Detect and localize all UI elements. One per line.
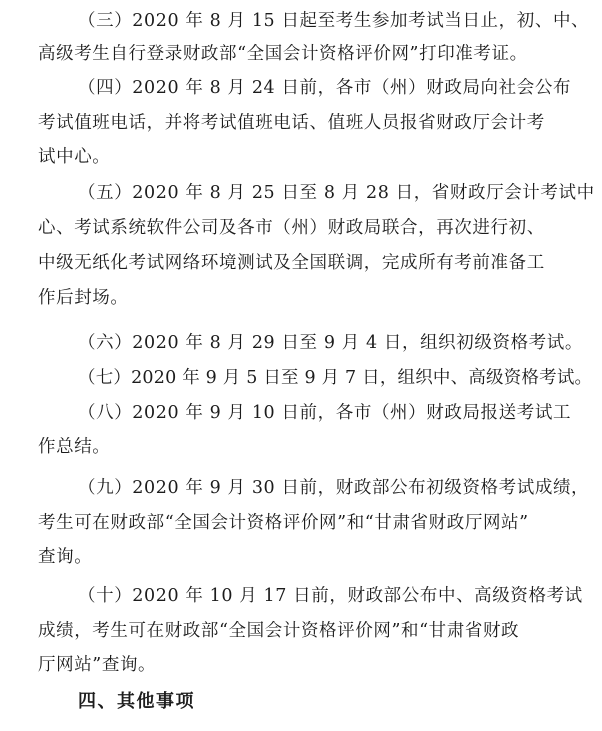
item-5-line-2: 心、考试系统软件公司及各市（州）财政局联合，再次进行初、: [38, 218, 545, 238]
item-9-line-1: （九）2020 年 9 月 30 日前，财政部公布初级资格考试成绩，: [78, 478, 590, 498]
item-10-line-1: （十）2020 年 10 月 17 日前，财政部公布中、高级资格考试: [78, 586, 583, 606]
item-10-line-3: 厅网站”查询。: [38, 655, 157, 675]
section-heading: 四、其他事项: [78, 691, 195, 712]
item-3-line-2: 高级考生自行登录财政部“全国会计资格评价网”打印准考证。: [38, 44, 528, 64]
item-3-line-1: （三）2020 年 8 月 15 日起至考生参加考试当日止，初、中、: [78, 11, 590, 31]
item-8-line-1: （八）2020 年 9 月 10 日前，各市（州）财政局报送考试工: [78, 403, 572, 423]
item-5-line-4: 作后封场。: [38, 288, 129, 308]
item-9-line-3: 查询。: [38, 547, 93, 567]
item-10-line-2: 成绩，考生可在财政部“全国会计资格评价网”和“甘肃省财政: [38, 621, 520, 641]
item-8-line-2: 作总结。: [38, 437, 111, 457]
item-7-line-1: （七）2020 年 9 月 5 日至 9 月 7 日，组织中、高级资格考试。: [78, 368, 593, 388]
item-4-line-2: 考试值班电话，并将考试值班电话、值班人员报省财政厅会计考: [38, 113, 545, 133]
item-4-line-1: （四）2020 年 8 月 24 日前，各市（州）财政局向社会公布: [78, 78, 572, 98]
item-9-line-2: 考生可在财政部“全国会计资格评价网”和“甘肃省财政厅网站”: [38, 513, 529, 533]
item-5-line-1: （五）2020 年 8 月 25 日至 8 月 28 日，省财政厅会计考试中: [78, 183, 595, 203]
item-6-line-1: （六）2020 年 8 月 29 日至 9 月 4 日，组织初级资格考试。: [78, 333, 583, 353]
item-4-line-3: 试中心。: [38, 147, 111, 167]
item-5-line-3: 中级无纸化考试网络环境测试及全国联调，完成所有考前准备工: [38, 253, 545, 273]
